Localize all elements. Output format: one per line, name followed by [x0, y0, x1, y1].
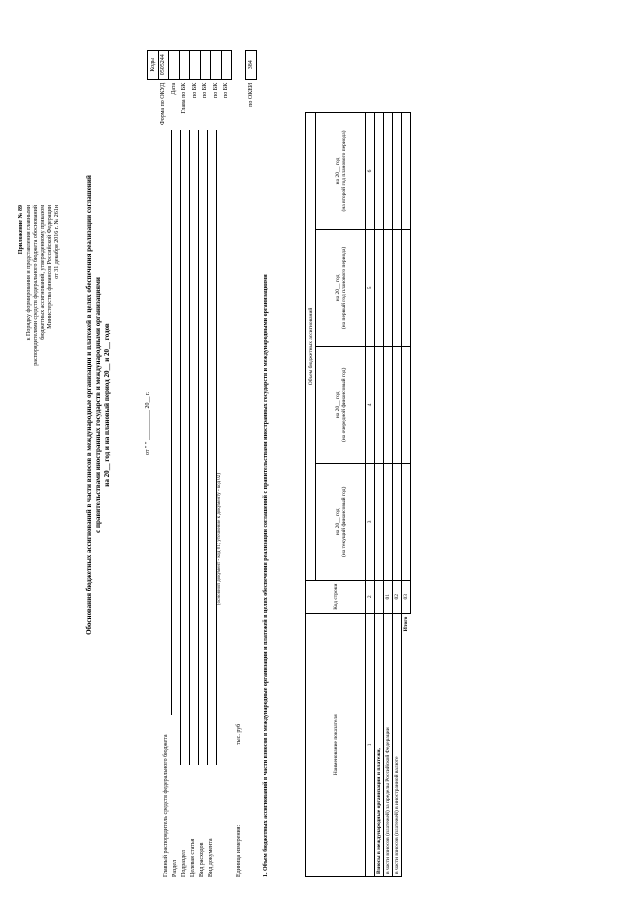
field-csr-line[interactable] [198, 130, 199, 765]
value-cell[interactable] [402, 463, 411, 580]
field-vd-hint: (основной документ - код 01; уточнение к документу - код 02) [217, 473, 222, 605]
codes-table [147, 50, 257, 125]
col-current-year-header: на 20__ год (на текущий финансовый год) [316, 463, 366, 580]
row-code: 02 [393, 580, 402, 613]
appendix-line: от 31 декабря 2016 г. № 261н [54, 205, 60, 279]
col-number: 4 [366, 346, 375, 463]
value-cell[interactable] [375, 113, 384, 230]
table-row [384, 113, 393, 877]
value-cell[interactable] [393, 463, 402, 580]
date-label: Дата [170, 82, 177, 95]
value-cell[interactable] [393, 229, 402, 346]
section-1-heading: 1. Объем бюджетных ассигнований в части взносов в международные организации и платежей в целях обеспечения реализации соглашений с правительствами иностранных государств и международными организациями [263, 274, 269, 877]
appropriations-table [305, 112, 411, 877]
total-row [402, 113, 411, 877]
field-podrazdel-label: Подраздел [181, 850, 187, 877]
code-cell[interactable] [190, 50, 201, 79]
field-podrazdel-line[interactable] [189, 130, 190, 765]
code-label: по БК [212, 82, 219, 98]
row-code [375, 580, 384, 613]
field-csr-label: Целевая статья [190, 838, 196, 877]
value-cell[interactable] [384, 229, 393, 346]
appendix-line: бюджетных ассигнований, утвержденному приказом [40, 205, 46, 340]
col-number: 5 [366, 229, 375, 346]
col-number: 3 [366, 463, 375, 580]
col-next-year-header: на 20__ год (на очередной финансовый год) [316, 346, 366, 463]
code-label: по БК [191, 82, 198, 98]
row-name: в части взносов (платежей) в иностранной валюте [393, 613, 402, 876]
field-razdel-label: Раздел [172, 860, 178, 877]
table-row [393, 113, 402, 877]
total-code: 03 [402, 580, 411, 613]
value-cell[interactable] [375, 346, 384, 463]
value-cell[interactable] [375, 229, 384, 346]
col-number: 6 [366, 113, 375, 230]
unit-value: тыс. руб [236, 723, 242, 745]
code-cell[interactable] [179, 50, 190, 79]
row-name: Взносы в международные организации и платежи, [375, 613, 384, 876]
code-cell[interactable] [211, 50, 222, 79]
field-vr-label: Вид расходов [199, 842, 205, 877]
codes-header: Коды [148, 50, 159, 79]
date-code-cell[interactable] [169, 50, 180, 79]
value-cell[interactable] [402, 113, 411, 230]
code-cell[interactable] [221, 50, 232, 79]
col-code-header: Код строки [306, 580, 366, 613]
row-name: в части взносов (платежей) за пределы Российской Федерации [384, 613, 393, 876]
total-label: Итого [403, 616, 410, 632]
col-number: 2 [366, 580, 375, 613]
code-label: по БК [202, 82, 209, 98]
appendix-line: к Порядку формирования и представления главными [26, 205, 32, 341]
value-cell[interactable] [393, 346, 402, 463]
value-cell[interactable] [402, 229, 411, 346]
document-title-line3: на 20__ год и на плановый период 20__ и 20__ годов [103, 323, 111, 487]
group-header: Объем бюджетных ассигнований [306, 113, 316, 581]
col-name-header: Наименование показателя [306, 613, 366, 876]
field-vd-label: Вид документа [208, 838, 214, 877]
document-title: Обоснования бюджетных ассигнований в части взносов в международные организации и платежей в целях обеспечения реализации соглашений [85, 175, 93, 635]
value-cell[interactable] [393, 113, 402, 230]
code-label: Глава по БК [181, 82, 188, 114]
field-vr-line[interactable] [207, 130, 208, 765]
document-date: от " " __________ 20__ г. [145, 391, 151, 455]
value-cell[interactable] [375, 463, 384, 580]
unit-label: Единица измерения: [236, 824, 242, 877]
code-label: по БК [223, 82, 230, 98]
appendix-line: Министерства финансов Российской Федерации [47, 205, 53, 329]
okei-code: 384 [246, 50, 257, 79]
field-gr-label: Главный распорядитель средств федерального бюджета [163, 734, 169, 877]
field-gr-line[interactable] [171, 130, 172, 715]
value-cell[interactable] [384, 113, 393, 230]
row-code: 01 [384, 580, 393, 613]
value-cell[interactable] [402, 346, 411, 463]
field-vd-line[interactable] [216, 130, 217, 765]
field-razdel-line[interactable] [180, 130, 181, 765]
document-title-line2: с правительствами иностранных государств и международными организациями [94, 277, 102, 533]
okud-code: 0505244 [158, 50, 169, 79]
col-plan1-header: на 20__ год (на первый год планового периода) [316, 229, 366, 346]
value-cell[interactable] [384, 346, 393, 463]
code-cell[interactable] [200, 50, 211, 79]
okud-label: Форма по ОКУД [160, 82, 167, 125]
value-cell[interactable] [384, 463, 393, 580]
table-row [375, 113, 384, 877]
okei-label: по ОКЕИ [247, 82, 254, 107]
col-number: 1 [366, 613, 375, 876]
appendix-title: Приложение № 89 [18, 205, 24, 255]
col-plan2-header: на 20__ год (на второй год планового периода) [316, 113, 366, 230]
appendix-line: распорядителями средств федерального бюджета обоснований [33, 205, 39, 366]
